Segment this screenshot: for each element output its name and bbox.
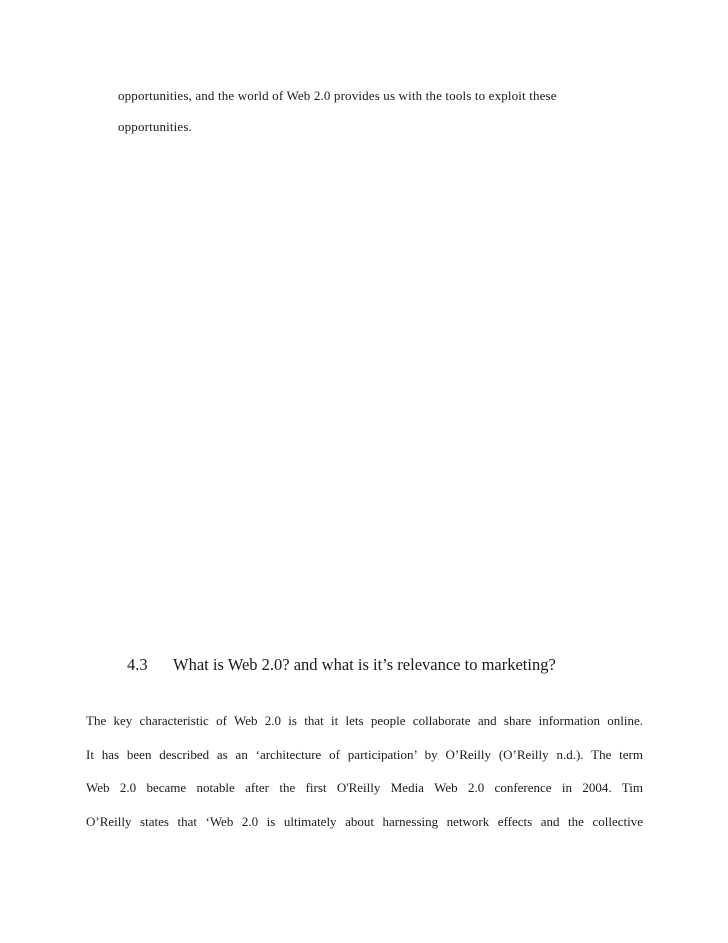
body-line-3: Web 2.0 became notable after the first O'Reilly Media Web 2.0 conference in 2004. Tim	[86, 780, 643, 795]
quote-line-1: opportunities, and the world of Web 2.0 provides us with the tools to exploit these	[118, 88, 557, 103]
body-line-4: O’Reilly states that ‘Web 2.0 is ultimately about harnessing network effects and the collective	[86, 814, 643, 829]
section-title: What is Web 2.0? and what is it’s relevance to marketing?	[173, 655, 556, 674]
section-heading	[127, 655, 556, 675]
body-line-2: It has been described as an ‘architecture of participation’ by O’Reilly (O’Reilly n.d.). The term	[86, 747, 643, 762]
section-number: 4.3	[127, 655, 148, 674]
quote-line-2: opportunities.	[118, 119, 192, 134]
body-line-1: The key characteristic of Web 2.0 is that it lets people collaborate and share information online.	[86, 713, 643, 728]
